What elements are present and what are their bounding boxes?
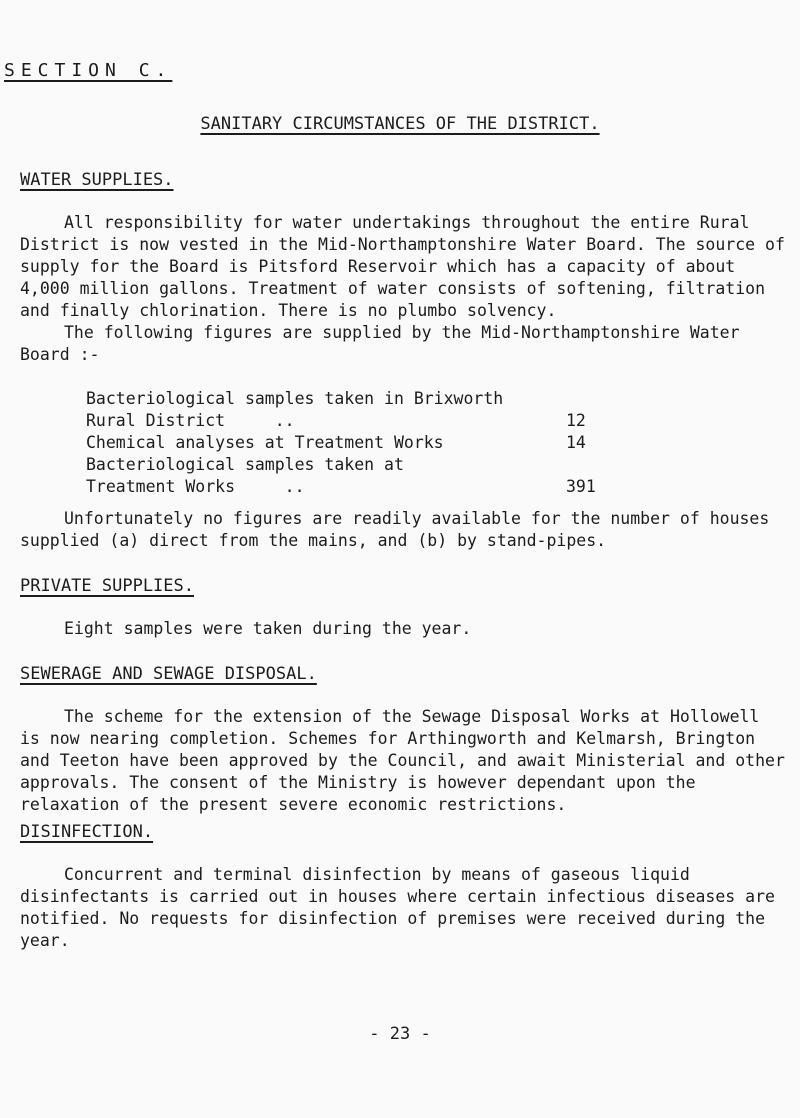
water-supplies-paragraph-3: Unfortunately no figures are readily available for the number of houses supplied (a) direct from the mains, and (b) by stand-pipes. <box>20 509 770 550</box>
sewerage-paragraph: The scheme for the extension of the Sewage Disposal Works at Hollowell is now nearing completion. Schemes for Arthingworth and Kelmarsh, Brington and Teeton have been approved by the Council, and await Ministerial and other approvals. The consent of the Ministry is however dependant upon the relaxation of the present severe economic restrictions. <box>20 707 785 814</box>
water-supplies-heading: WATER SUPPLIES. <box>20 170 174 190</box>
table-row: Bacteriological samples taken at <box>86 455 404 474</box>
private-supplies-paragraph: Eight samples were taken during the year. <box>64 619 472 638</box>
section-label: SECTION C. <box>4 60 173 81</box>
page-title: SANITARY CIRCUMSTANCES OF THE DISTRICT. <box>200 114 600 134</box>
table-row: Treatment Works .. 391 <box>86 476 606 498</box>
water-supplies-paragraph-1: All responsibility for water undertakings throughout the entire Rural District is now vested in the Mid-Northamptonshire Water Board. The source of supply for the Board is Pitsford Reservoir which has a capacity of about 4,000 million gallons. Treatment of water consists of softening, filtration and finally chlorination. There is no plumbo solvency. <box>20 213 785 320</box>
sewerage-heading: SEWERAGE AND SEWAGE DISPOSAL. <box>20 664 317 684</box>
disinfection-heading: DISINFECTION. <box>20 822 154 842</box>
private-supplies-heading: PRIVATE SUPPLIES. <box>20 576 194 596</box>
disinfection-paragraph: Concurrent and terminal disinfection by means of gaseous liquid disinfectants is carried out in houses where certain infectious diseases are notified. No requests for disinfection of premises were received during the year. <box>20 865 775 950</box>
table-row: Chemical analyses at Treatment Works 14 <box>86 432 606 454</box>
water-figures-table <box>86 388 606 498</box>
table-row: Rural District .. 12 <box>86 410 606 432</box>
table-value: 14 <box>566 433 586 452</box>
table-row: Bacteriological samples taken in Brixworth <box>86 389 504 408</box>
table-value: 12 <box>566 411 586 430</box>
table-value: 391 <box>566 477 596 496</box>
water-supplies-paragraph-2: The following figures are supplied by the Mid-Northamptonshire Water Board :- <box>20 323 740 364</box>
page-number: - 23 - <box>369 1024 431 1044</box>
